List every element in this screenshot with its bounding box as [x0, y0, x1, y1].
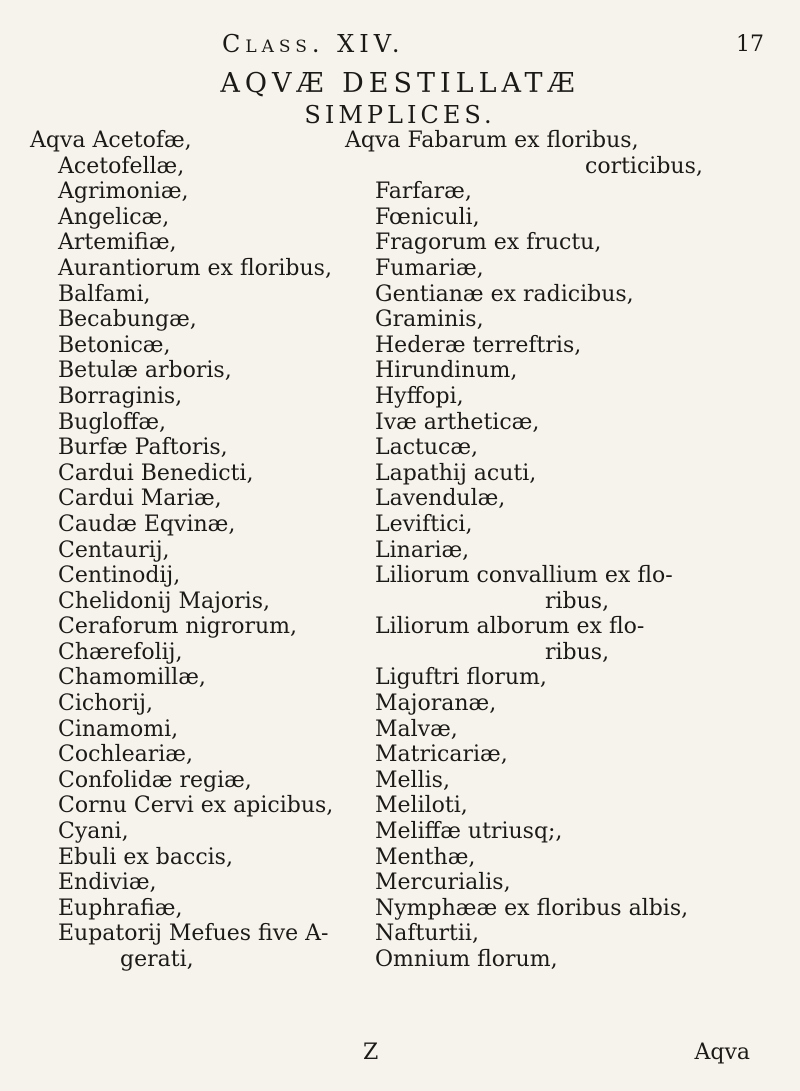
entry-item: Fumariæ,	[375, 255, 484, 281]
entry-item: Farfaræ,	[375, 179, 472, 205]
entry-item: Cyani,	[58, 819, 129, 845]
entry-item: Linariæ,	[375, 537, 470, 563]
entry-item: Ceraforum nigrorum,	[58, 614, 298, 640]
entry-item: Ebuli ex baccis,	[58, 844, 233, 870]
entry-item: ribus,	[545, 639, 610, 665]
entry-item: Betulæ arboris,	[58, 358, 232, 384]
section-title: AQVÆ DESTILLATÆ	[220, 68, 580, 99]
entry-item: Chelidonij Majoris,	[58, 588, 270, 614]
entry-item: Lactucæ,	[375, 435, 479, 461]
entry-item: Caudæ Eqvinæ,	[58, 511, 236, 537]
right-column	[345, 128, 775, 973]
entry-item: Meliffæ utriusq;,	[375, 819, 563, 845]
class-label: Class. XIV.	[222, 30, 405, 58]
entry-item: Eupatorij Mefues five A-	[58, 921, 329, 947]
entry-item: Aurantiorum ex floribus,	[58, 255, 332, 281]
entry-item: Cardui Benedicti,	[58, 460, 254, 486]
entry-item: Lavendulæ,	[375, 486, 506, 512]
page-number: 17	[736, 32, 764, 57]
entry-item: Burfæ Paftoris,	[58, 435, 228, 461]
entry-item: Leviftici,	[375, 511, 473, 537]
left-column	[30, 128, 360, 973]
entry-item: Euphrafiæ,	[58, 895, 183, 921]
catchword: Aqva	[694, 1040, 750, 1065]
entry-item: Acetofellæ,	[58, 153, 185, 179]
entry-item: Mellis,	[375, 767, 450, 793]
entry-item: Hederæ terreftris,	[375, 332, 582, 358]
entry-item: Aqva Acetofæ,	[30, 128, 192, 153]
entry-item: Fragorum ex fructu,	[375, 230, 602, 256]
entry-item: Betonicæ,	[58, 332, 171, 358]
entry-item: Centinodij,	[58, 563, 181, 589]
running-head	[0, 30, 800, 60]
entry-item: Liliorum alborum ex flo-	[375, 614, 645, 640]
entry-item: Cochleariæ,	[58, 742, 193, 768]
entry-item: Cardui Mariæ,	[58, 486, 222, 512]
entry-item: Malvæ,	[375, 716, 458, 742]
entry-item: Mercurialis,	[375, 870, 511, 896]
entry-item: Graminis,	[375, 307, 484, 333]
entry-item: Matricariæ,	[375, 742, 508, 768]
entry-item: Ivæ artheticæ,	[375, 409, 540, 435]
entry-item: ribus,	[545, 588, 610, 614]
entry-item: Borraginis,	[58, 383, 183, 409]
entry-item: Chamomillæ,	[58, 665, 206, 691]
entry-item: Omnium florum,	[375, 947, 558, 972]
entry-item: Angelicæ,	[58, 204, 170, 230]
entry-item: Confolidæ regiæ,	[58, 767, 252, 793]
entry-item: Centaurij,	[58, 537, 170, 563]
page-footer	[0, 1040, 800, 1070]
entry-item: Hyffopi,	[375, 383, 464, 409]
entry-item: Menthæ,	[375, 844, 476, 870]
entry-item: Meliloti,	[375, 793, 468, 819]
entry-item: Lapathij acuti,	[375, 460, 537, 486]
entry-item: Agrimoniæ,	[58, 179, 189, 205]
entry-item: Majoranæ,	[375, 691, 497, 717]
entry-item: Artemifiæ,	[58, 230, 177, 256]
entry-item: Gentianæ ex radicibus,	[375, 281, 634, 307]
entry-item: Aqva Fabarum ex floribus,	[345, 128, 639, 153]
entry-item: gerati,	[120, 947, 194, 972]
section-subtitle: SIMPLICES.	[304, 101, 496, 129]
entry-item: Endiviæ,	[58, 870, 157, 896]
entry-item: corticibus,	[585, 153, 703, 179]
entry-item: Hirundinum,	[375, 358, 518, 384]
entry-item: Cichorij,	[58, 691, 153, 717]
signature-mark: Z	[363, 1040, 379, 1065]
entry-item: Cinamomi,	[58, 716, 179, 742]
entry-item: Balfami,	[58, 281, 151, 307]
entry-item: Liguftri florum,	[375, 665, 547, 691]
entry-item: Nafturtii,	[375, 921, 479, 947]
entry-item: Fœniculi,	[375, 204, 480, 230]
entry-item: Nymphææ ex floribus albis,	[375, 895, 689, 921]
entry-item: Bugloffæ,	[58, 409, 167, 435]
entry-item: Chærefolij,	[58, 639, 183, 665]
entry-item: Liliorum convallium ex flo-	[375, 563, 673, 589]
entry-item: Cornu Cervi ex apicibus,	[58, 793, 334, 819]
entry-item: Becabungæ,	[58, 307, 197, 333]
